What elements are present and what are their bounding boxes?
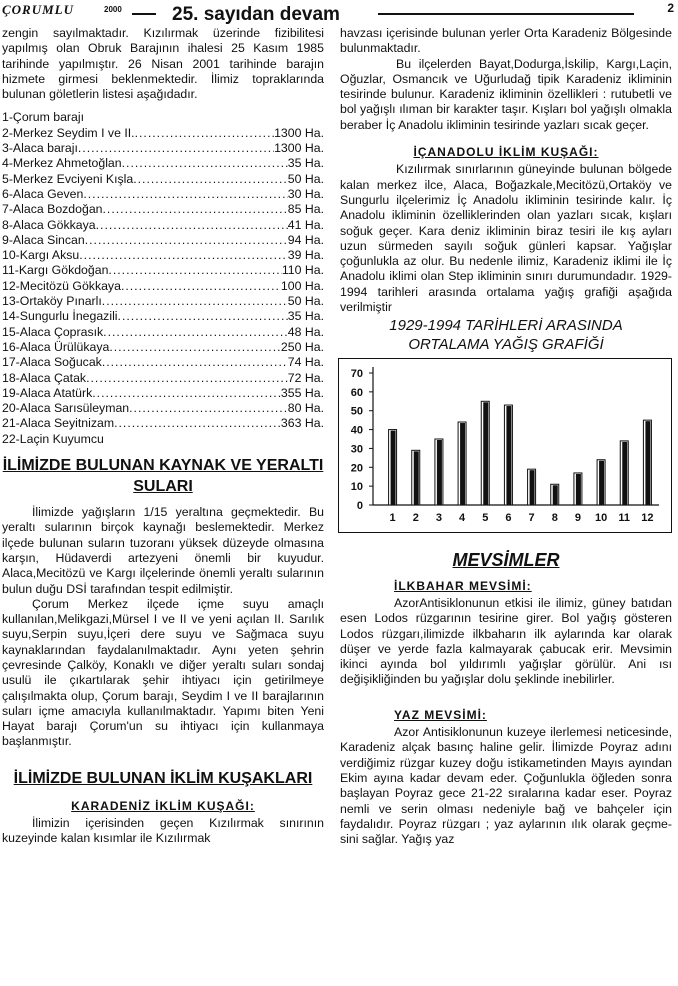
leader-dots xyxy=(109,340,281,355)
water-paragraph-1: İlimizde yağışların 1/15 yeraltına geçmektedir. Bu yeraltı sularının birçok kaynağı beslemektedir. Merkez ilçede bulunan suların tuzoranı yüksek düzeyde olmasına karşın, Hüdaverdi artezyeni önemli bir kuyudur. Alaca,Mecitözü ve Kargı ilçelerinde önemli yeraltı sularının bulun duğu DSİ tarafından tespit edilmiştir. xyxy=(2,505,324,596)
pond-area: 35 Ha. xyxy=(287,309,324,324)
leader-dots xyxy=(102,294,288,309)
chart-title-line-2: ORTALAMA YAĞIŞ GRAFİĞİ xyxy=(408,336,604,354)
pond-list-item xyxy=(2,416,324,431)
leader-dots xyxy=(135,126,275,141)
pond-name: 9-Alaca Sincan xyxy=(2,232,85,247)
rainfall-bar-fill xyxy=(553,486,558,506)
pond-list-item xyxy=(2,309,324,324)
pond-area: 85 Ha. xyxy=(287,202,324,217)
newspaper-logo: ÇORUMLU xyxy=(2,2,75,17)
rainfall-bar-fill xyxy=(414,452,419,506)
pond-area: 94 Ha. xyxy=(287,232,324,247)
ilkbahar-paragraph: AzorAntisiklonunun etkisi ile ilimiz, güney batıdan esen Lodos rüzgarının tesirine girer. Bol yağış gösteren Lodos rüzgarı,ilimizde ilkbaharın ilk aylarında kar olarak düşer ve yerde fazla kalmayarak çabucak erir. Mevsimin ikinci ayında bol yıldırımlı yağışlar görülür. Ani ısı değişikliğinden bu yağışlar dolu şeklinde inebilirler. xyxy=(340,595,672,687)
pond-area: 80 Ha. xyxy=(287,401,324,416)
x-tick-label: 11 xyxy=(618,512,631,525)
icanadolu-heading: İÇANADOLU İKLİM KUŞAĞI: xyxy=(413,145,599,160)
pond-name: 14-Sungurlu İnegazili xyxy=(2,309,118,324)
pond-name: 13-Ortaköy Pınarlı xyxy=(2,294,102,309)
x-tick-label: 8 xyxy=(551,512,558,525)
leader-dots xyxy=(129,401,288,416)
section-title-water: İLİMİZDE BULUNAN KAYNAK VE YERALTI SULARI xyxy=(2,457,324,496)
leader-dots xyxy=(96,218,288,233)
pond-area: 74 Ha. xyxy=(287,355,324,370)
rainfall-bar-fill xyxy=(437,440,442,505)
pond-area: 50 Ha. xyxy=(287,294,324,309)
rainfall-chart xyxy=(339,359,671,532)
leader-dots xyxy=(86,371,288,386)
mevsimler-title: MEVSİMLER xyxy=(452,550,560,571)
icanadolu-paragraph: Kızılırmak sınırlarının güneyinde bulunan bölgede kalan merkez ilce, Alaca, Boğazkale,Mecitözü,Ortaköy ve Sungurlu ilçelerimiz İç Anadolu ikliminin tesirinde kalır. İç Anadolu ikliminin özelliklerinden olan yazları sıcak, kışları soğuk geçer. Kara deniz ikliminin biraz tesiri ile kış ayları uzun sürmeden sayılı soğuk günleri kapsar. Yağışlar çoğunlukla az olur. Bu nedenle ilimiz, Karadeniz iklimi ile İç Anadolu iklimi olan Step ikliminin sınırı durumundadır. 1929-1994 tarihleri arasında ortalama yağış grafiği aşağıda verilmiştir xyxy=(340,162,672,315)
leader-dots xyxy=(114,416,281,431)
leader-dots xyxy=(83,187,287,202)
pond-list-item xyxy=(2,279,324,294)
x-tick-label: 3 xyxy=(435,512,442,525)
x-tick-label: 5 xyxy=(482,512,489,525)
rainfall-bar-fill xyxy=(599,461,604,505)
headline: 25. sayıdan devam xyxy=(172,4,340,25)
pond-list-item xyxy=(2,141,324,156)
pond-area: 100 Ha. xyxy=(280,278,324,293)
pond-area: 41 Ha. xyxy=(287,217,324,232)
x-tick-label: 7 xyxy=(528,512,535,525)
x-tick-label: 6 xyxy=(505,512,512,525)
x-tick-label: 9 xyxy=(574,512,581,525)
pond-list-item xyxy=(2,355,324,370)
x-tick-label: 1 xyxy=(389,512,396,525)
page-number: 2 xyxy=(667,1,674,15)
pond-list-item xyxy=(2,386,324,401)
pond-name: 2-Merkez Seydim I ve II. xyxy=(2,125,135,140)
leader-dots xyxy=(103,325,288,340)
leader-dots xyxy=(103,202,288,217)
pond-list-item xyxy=(2,340,324,355)
y-tick-label: 40 xyxy=(350,424,363,437)
pond-area: 1300 Ha. xyxy=(274,141,324,156)
pond-name: 6-Alaca Geven xyxy=(2,186,84,201)
pond-name: 3-Alaca barajı xyxy=(2,141,78,156)
pond-name: 7-Alaca Bozdoğan xyxy=(2,202,103,217)
ilkbahar-heading: İLKBAHAR MEVSİMİ: xyxy=(394,578,532,593)
y-tick-label: 20 xyxy=(350,462,363,475)
pond-list-item xyxy=(2,233,324,248)
x-tick-label: 10 xyxy=(594,512,608,525)
pond-list-item xyxy=(2,202,324,217)
pond-area: 48 Ha. xyxy=(287,324,324,339)
pond-area: 110 Ha. xyxy=(281,263,324,278)
rainfall-bar-fill xyxy=(391,431,396,505)
section-title-climate: İLİMİZDE BULUNAN İKLİM KUŞAKLARI xyxy=(13,769,313,787)
right-paragraph-2: Bu ilçelerden Bayat,Dodurga,İskilip, Kargı,Laçin, Oğuzlar, Osmancık ve Uğurludağ tipik Karadeniz ikliminin tesirinde bulunur. Karadeniz ikliminin özellikleri : rutubetli ve bol yağışlı ılıman bir karakter taşır. Kışları bol yağışlı olmakla beraber İç Anadolu ikliminin tesirinde yazları sıcak geçer. xyxy=(340,56,672,132)
leader-dots xyxy=(85,233,288,248)
leader-dots xyxy=(122,156,288,171)
left-column xyxy=(2,26,324,847)
rainfall-chart-frame xyxy=(338,358,672,533)
pond-list-item xyxy=(2,371,324,386)
rainfall-bar-fill xyxy=(530,471,535,506)
pond-area: 1300 Ha. xyxy=(274,125,324,140)
rainfall-bar-fill xyxy=(460,423,465,505)
issue-year: 2000 xyxy=(104,5,122,14)
pond-area: 250 Ha. xyxy=(280,339,324,354)
pond-area: 50 Ha. xyxy=(287,171,324,186)
water-paragraph-2: Çorum Merkez ilçede içme suyu amaçlı kullanılan,Melikgazi,Mürsel I ve II ve yeni açılan II. Sarılık suyu,Serpin suyu,İçeri dere suyu ve Sağmaca suyu kaynaklarından faydalanılmaktadır. Aynı yeten şehrin çevresinde Çalköy, Konaklı ve diğer yeraltı suları sondaj usulü ile çıkartılarak şehir ihtiyacı için getirilmeye çalışılmakta olup, Çorum barajı, Seydim I ve II barajlarının suları içme amacıyla kullanılmaktadır. Yapımı biten Yeni Hayat barajı Çorum'un su ihtiyacı için kullanmaya başlanmıştır. xyxy=(2,596,324,749)
right-column xyxy=(340,26,672,847)
pond-name: 18-Alaca Çatak xyxy=(2,370,87,385)
pond-area: 363 Ha. xyxy=(280,416,324,431)
pond-name: 12-Mecitözü Gökkaya xyxy=(2,278,121,293)
pond-name: 8-Alaca Gökkaya xyxy=(2,217,96,232)
pond-name: 5-Merkez Evciyeni Kışla xyxy=(2,171,134,186)
pond-list-item xyxy=(2,248,324,263)
pond-name: 22-Laçin Kuyumcu xyxy=(2,431,104,446)
pond-list-item xyxy=(2,172,324,187)
pond-list-item xyxy=(2,432,324,447)
pond-area: 30 Ha. xyxy=(287,186,324,201)
rainfall-bar-fill xyxy=(645,421,650,505)
leader-dots xyxy=(102,355,288,370)
rainfall-bar-fill xyxy=(483,403,488,506)
x-tick-label: 12 xyxy=(641,512,654,525)
leader-dots xyxy=(92,386,281,401)
pond-area: 355 Ha. xyxy=(280,385,324,400)
yaz-paragraph: Azor Antisiklonunun kuzeye ilerlemesi neticesinde, Karadeniz alçak basınç haline gelir. İlimizde Poyraz adını verdiğimiz rüzgar kuzey doğu istikametinden Mayıs ayından Ekim ayına kadar devam eder. Çoğunlukla öğleden sonra başlayan Poyraz gece 21-22 sıralarına kadar eser. Poyraz nemli ve serin olması nedeniyle bağ ve bahçeler için faydalıdır. Poyraz rüzgarı ; yaz aylarının ılık olarak geçme-sini sağlar. Yağış yaz xyxy=(340,725,672,847)
x-tick-label: 2 xyxy=(412,512,419,525)
pond-name: 4-Merkez Ahmetoğlan xyxy=(2,156,122,171)
y-tick-label: 60 xyxy=(350,387,363,400)
leader-dots xyxy=(79,248,288,263)
pond-list xyxy=(2,110,324,447)
pond-list-item xyxy=(2,263,324,278)
pond-name: 1-Çorum barajı xyxy=(2,110,85,125)
leader-dots xyxy=(118,309,288,324)
leader-dots xyxy=(78,141,274,156)
rainfall-bar-fill xyxy=(506,406,511,505)
page-header xyxy=(0,0,678,26)
yaz-heading: YAZ MEVSİMİ: xyxy=(394,707,487,722)
leader-dots xyxy=(121,279,281,294)
pond-list-item xyxy=(2,325,324,340)
pond-name: 11-Kargı Gökdoğan xyxy=(2,263,109,278)
pond-area: 35 Ha. xyxy=(287,156,324,171)
pond-list-item xyxy=(2,126,324,141)
chart-title-line-1: 1929-1994 TARİHLERİ ARASINDA xyxy=(389,317,623,335)
y-tick-label: 50 xyxy=(350,406,363,419)
pond-name: 17-Alaca Soğucak xyxy=(2,355,102,370)
pond-list-item xyxy=(2,401,324,416)
header-rule xyxy=(378,13,634,15)
rainfall-bar-fill xyxy=(576,474,581,505)
pond-name: 16-Alaca Ürülükaya xyxy=(2,339,110,354)
x-tick-label: 4 xyxy=(459,512,466,525)
leader-dots xyxy=(133,172,288,187)
rainfall-bar-fill xyxy=(622,442,627,505)
y-tick-label: 0 xyxy=(356,500,363,513)
karadeniz-heading: KARADENİZ İKLİM KUŞAĞI: xyxy=(71,798,255,813)
y-tick-label: 70 xyxy=(350,368,363,381)
pond-list-item xyxy=(2,218,324,233)
karadeniz-paragraph: İlimizin içerisinden geçen Kızılırmak sınırının kuzeyinde kalan kısımlar ile Kızılırmak xyxy=(2,816,324,846)
right-paragraph-1: havzası içerisinde bulunan yerler Orta Karadeniz Bölgesinde bulunmaktadır. xyxy=(340,26,672,56)
pond-list-item xyxy=(2,110,324,125)
leader-dots xyxy=(108,263,281,278)
intro-paragraph: zengin sayılmaktadır. Kızılırmak üzerinde fizibilitesi yapılmış olan Obruk Barajının ihalesi 25 Kasım 1985 tarihinde yapılmıştır. 26 Nisan 2001 tarihinde barajın hizmete girmesi beklenmektedir. İlimiz topraklarında bulunan göletlerin listesi aşağıdadır. xyxy=(2,26,324,102)
y-tick-label: 10 xyxy=(350,481,363,494)
pond-name: 21-Alaca Seyitnizam xyxy=(2,416,115,431)
pond-name: 15-Alaca Çoprasık xyxy=(2,324,104,339)
header-rule xyxy=(132,13,156,15)
pond-area: 72 Ha. xyxy=(287,370,324,385)
pond-list-item xyxy=(2,156,324,171)
pond-name: 20-Alaca Sarısüleyman xyxy=(2,401,130,416)
pond-list-item xyxy=(2,187,324,202)
pond-name: 10-Kargı Aksu xyxy=(2,248,80,263)
y-tick-label: 30 xyxy=(350,443,363,456)
pond-list-item xyxy=(2,294,324,309)
pond-name: 19-Alaca Atatürk xyxy=(2,385,93,400)
pond-area: 39 Ha. xyxy=(287,248,324,263)
